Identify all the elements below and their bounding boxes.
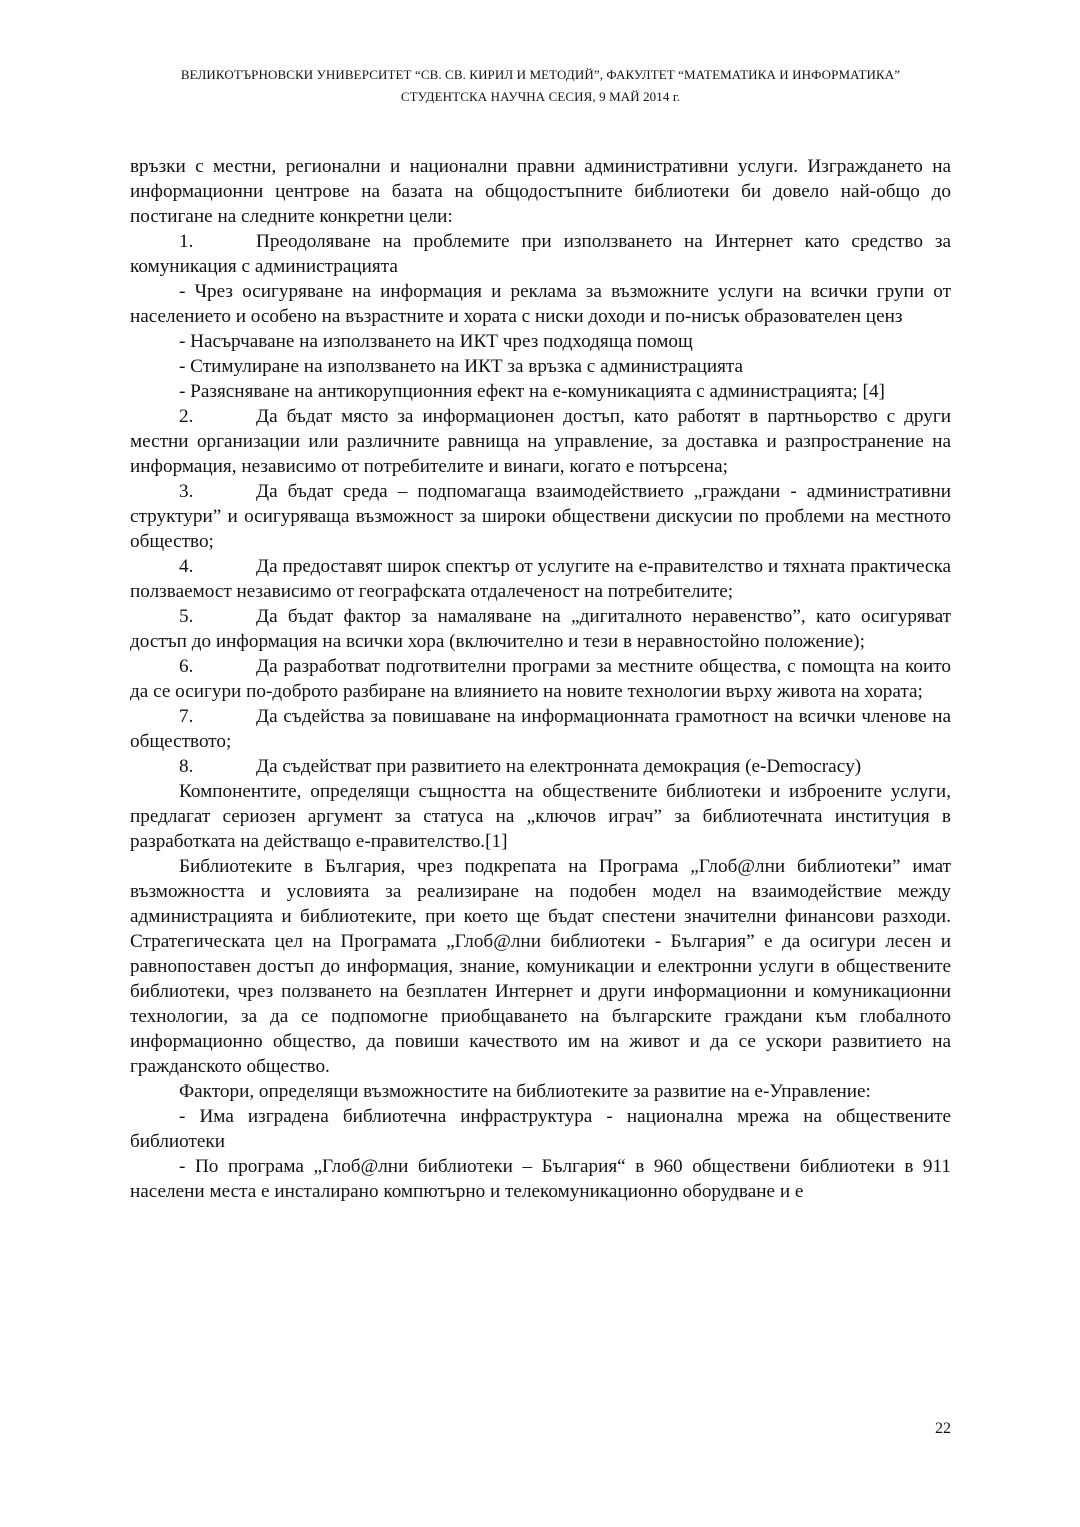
bullet-item: - Разясняване на антикорупционния ефект на е-комуникацията с администрацията; [4] [179,381,885,402]
bullet-item: - Стимулиране на използването на ИКТ за връзка с администрацията [179,356,744,377]
intro-paragraph: връзки с местни, регионални и национални правни административни услуги. Изграждането на информационни центрове на базата на общодостъпните библиотеки би довело най-общо до постигане на следните конкретни цели: [130,156,951,227]
list-number: 7. [179,706,194,727]
list-item-3 [130,479,951,554]
list-text: Преодоляване на проблемите при използването на Интернет като средство за комуникация с администрацията [130,231,951,277]
list-text: Да съдействат при развитието на електронната демокрация (e-Democracy) [256,756,862,777]
page-body [130,154,951,1204]
list-item-4 [130,554,951,604]
list-text: Да съдейства за повишаване на информационната грамотност на всички членове на обществото; [130,706,951,752]
paragraph-libraries: Библиотеките в България, чрез подкрепата на Програма „Глоб@лни библиотеки” имат възможността и условията за реализиране на подобен модел на взаимодействие между администрацията и библиотеките, при което ще бъдат спестени значителни финансови разходи. Стратегическата цел на Програмата „Глоб@лни библиотеки - България” е да осигури лесен и равнопоставен достъп до информация, знание, комуникации и електронни услуги в обществените библиотеки, чрез ползването на безплатен Интернет и други информационни и комуникационни технологии, за да се подпомогне приобщаването на българските граждани към глобалното информационно общество, да повиши качеството им на живот и да се ускори развитието на гражданското общество. [130,856,951,1077]
list-text: Да бъдат фактор за намаляване на „дигиталното неравенство”, като осигуряват достъп до информация на всички хора (включително и тези в неравностойно положение); [130,606,951,652]
bullet-item: - Чрез осигуряване на информация и реклама за възможните услуги на всички групи от населението и особено на възрастните и хората с ниски доходи и по-нисък образователен ценз [130,281,951,327]
bullet-item: - Насърчаване на използването на ИКТ чрез подходяща помощ [179,331,693,352]
paragraph-components: Компонентите, определящи същността на обществените библиотеки и изброените услуги, предлагат сериозен аргумент за статуса на „ключов играч” за библиотечната институция в разработката на действащо е-правителство.[1] [130,781,951,852]
page-number: 22 [935,1420,951,1437]
list-item-1 [130,229,951,279]
paragraph-factors: Фактори, определящи възможностите на библиотеките за развитие на е-Управление: [179,1081,871,1102]
list-number: 4. [179,556,194,577]
list-text: Да бъдат среда – подпомагаща взаимодействието „граждани - административни структури” и осигуряваща възможност за широки обществени дискусии по проблеми на местното общество; [130,481,951,552]
factor-item: - Има изградена библиотечна инфраструктура - национална мрежа на обществените библиотеки [130,1106,951,1152]
list-number: 1. [179,231,194,252]
list-text: Да бъдат място за информационен достъп, като работят в партньорство с други местни организации или различните равнища на управление, за доставка и разпространение на информация, независимо от потребителите и винаги, когато е потърсена; [130,406,951,477]
list-number: 8. [179,756,194,777]
list-item-2 [130,404,951,479]
list-item-8 [130,754,951,779]
list-number: 6. [179,656,194,677]
list-number: 3. [179,481,194,502]
header-line-session: СТУДЕНТСКА НАУЧНА СЕСИЯ, 9 МАЙ 2014 г. [400,89,681,104]
list-text: Да предоставят широк спектър от услугите на е-правителство и тяхната практическа ползваемост независимо от географската отдалеченост на потребителите; [130,556,951,602]
list-item-7 [130,704,951,754]
factor-item: - По програма „Глоб@лни библиотеки – България“ в 960 обществени библиотеки в 911 населени места е инсталирано компютърно и телекомуникационно оборудване и е [130,1156,951,1202]
list-item-5 [130,604,951,654]
list-text: Да разработват подготвителни програми за местните общества, с помощта на които да се осигури по-доброто разбиране на влиянието на новите технологии върху живота на хората; [130,656,951,702]
list-number: 5. [179,606,194,627]
header-line-university: ВЕЛИКОТЪРНОВСКИ УНИВЕРСИТЕТ “СВ. СВ. КИРИЛ И МЕТОДИЙ”, ФАКУЛТЕТ “МАТЕМАТИКА И ИНФОРМАТИКА” [180,67,901,82]
list-item-6 [130,654,951,704]
list-number: 2. [179,406,194,427]
running-header [130,64,951,108]
